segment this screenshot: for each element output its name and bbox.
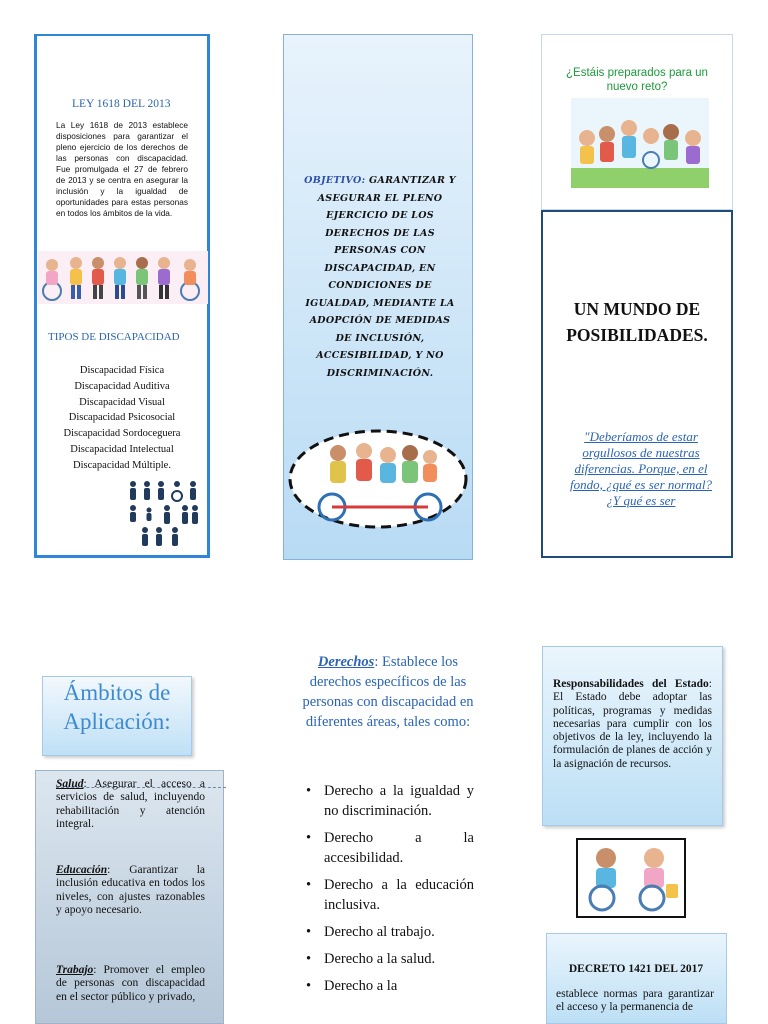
kids-playing-graphic (571, 98, 709, 188)
kids-group-illustration (571, 98, 709, 188)
children-illustration (38, 251, 208, 304)
ambito-description: : Asegurar el acceso a servicios de salud, incluyendo rehabilitación y atención integral. (56, 778, 205, 830)
responsabilidades-text (553, 678, 712, 771)
accessibility-people-icon (127, 480, 201, 548)
decreto-text: establece normas para garantizar el acceso y la permanencia de (556, 988, 714, 1014)
derecho-item: • Derecho a la (306, 976, 474, 996)
objective-label: OBJETIVO: (304, 175, 366, 186)
derecho-item: • Derecho a la educación inclusiva. (306, 875, 474, 915)
brochure-quote: "Deberíamos de estar orgullosos de nuestras diferencias. Porque, en el fondo, ¿qué es ser normal? ¿Y qué es ser (570, 429, 712, 508)
derechos-intro-text: : Establece los derechos específicos de las personas con discapacidad en diferentes áreas, tales como: (302, 654, 474, 730)
children-strip-graphic (38, 251, 208, 304)
ambito-description: : Garantizar la inclusión educativa en todos los niveles, con ajustes razonables y apoyo necesario. (56, 864, 205, 916)
derechos-intro (300, 652, 476, 732)
wheelchair-kids-illustration (576, 838, 686, 918)
ambito-heading: Salud (56, 778, 84, 790)
kids-on-bike-graphic (286, 425, 470, 535)
people-icons (127, 480, 201, 548)
disability-type-item: Discapacidad Auditiva (74, 380, 170, 392)
disability-type-item: Discapacidad Física (79, 365, 165, 376)
law-description: La Ley 1618 de 2013 establece disposiciones para garantizar el pleno ejercicio de los derechos de las personas con discapacidad. Fue promulgada el 27 de febrero de 2013 y se centra en asegurar la inclusión y la igualdad de oportunidades para estas personas en todos los ámbitos de la vida. (56, 120, 188, 218)
ambito-salud (56, 778, 205, 831)
disability-type-item: Discapacidad Intelectual (70, 443, 174, 455)
disability-type-item: Discapacidad Múltiple. (73, 459, 171, 471)
disability-types-title: TIPOS DE DISCAPACIDAD (48, 331, 180, 343)
tandem-bike-illustration (286, 425, 470, 535)
challenge-question: ¿Estáis preparados para un nuevo reto? (566, 67, 708, 93)
ambitos-title: Ámbitos de Aplicación: (63, 680, 171, 734)
derecho-item: • Derecho a la accesibilidad. (306, 828, 474, 868)
objective-text (302, 172, 458, 382)
responsabilidades-body: : El Estado debe adoptar las políticas, programas y medidas necesarias para cumplir con los objetivos de la ley, incluyendo la formulación de planes de acción y la asignación de recursos. (553, 678, 712, 770)
ambito-trabajo (56, 964, 205, 1004)
derechos-list (306, 781, 474, 1003)
ambito-heading: Educación (56, 864, 108, 876)
responsabilidades-heading: Responsabilidades del Estado (553, 678, 709, 690)
derecho-item: • Derecho a la igualdad y no discriminación. (306, 781, 474, 821)
disability-type-item: Discapacidad Sordoceguera (63, 428, 181, 440)
objective-body: GARANTIZAR Y ASEGURAR EL PLENO EJERCICIO DE LOS DERECHOS DE LAS PERSONAS CON DISCAPACIDAD, EN CONDICIONES DE IGUALDAD, MEDIANTE LA ADOPCIÓN DE MEDIDAS DE INCLUSIÓN, ACCESIBILIDAD, Y NO DISCRIMINACIÓN. (305, 175, 456, 379)
derecho-item: • Derecho a la salud. (306, 949, 474, 969)
derecho-item: • Derecho al trabajo. (306, 922, 474, 942)
ambito-educacion (56, 864, 205, 917)
ambito-heading: Trabajo (56, 964, 94, 976)
disability-types-list (52, 363, 192, 474)
ambito-description: : Promover el empleo de personas con discapacidad en el sector público y privado, (56, 964, 205, 1003)
brochure-title: UN MUNDO DE POSIBILIDADES. (566, 299, 708, 345)
disability-type-item: Discapacidad Psicosocial (68, 412, 176, 424)
disability-type-item: Discapacidad Visual (79, 396, 165, 408)
derechos-heading: Derechos (317, 654, 375, 670)
law-title: LEY 1618 DEL 2013 (72, 98, 171, 110)
kids-wheelchair-graphic (578, 840, 684, 916)
decreto-title: DECRETO 1421 DEL 2017 (568, 963, 704, 975)
